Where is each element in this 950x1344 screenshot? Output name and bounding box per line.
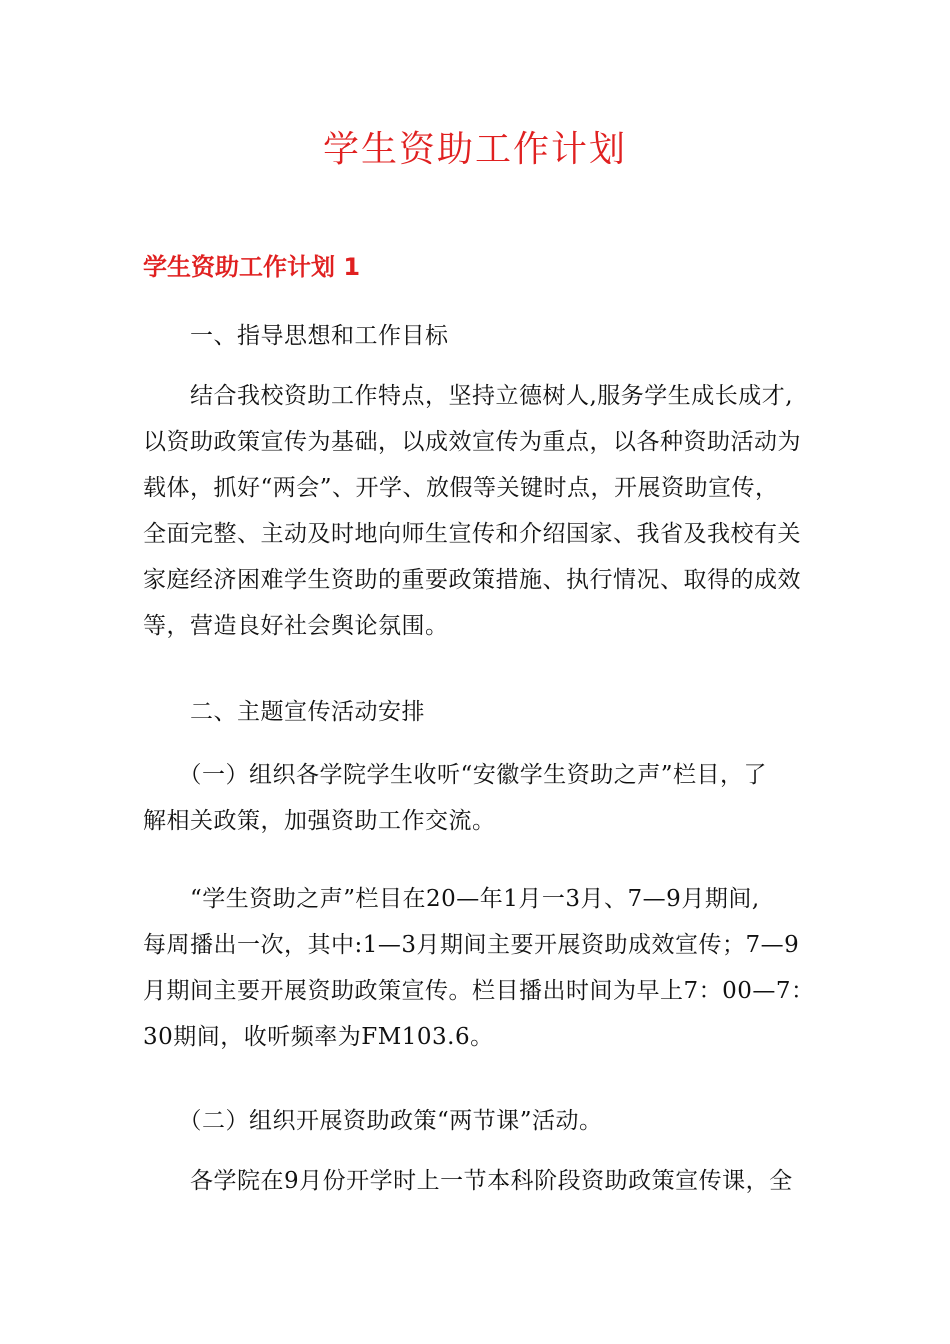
text-line: 等，营造良好社会舆论氛围。 <box>143 613 449 639</box>
text-line: 载体，抓好“两会”、开学、放假等关键时点，开展资助宣传， <box>143 475 779 501</box>
paragraph-goals <box>143 373 813 649</box>
text-line: （二）组织开展资助政策“两节课”活动。 <box>143 1108 603 1134</box>
heading-activity-arrangement <box>143 689 813 735</box>
text-line: 全面完整、主动及时地向师生宣传和介绍国家、我省及我校有关 <box>143 521 801 547</box>
text-line: 解相关政策，加强资助工作交流。 <box>143 808 496 834</box>
text-line: 二、主题宣传活动安排 <box>143 699 425 725</box>
text-line: 结合我校资助工作特点，坚持立德树人,服务学生成长成才, <box>143 383 794 409</box>
heading-guiding-ideology <box>143 313 813 359</box>
text-line: 各学院在9月份开学时上一节本科阶段资助政策宣传课，全 <box>143 1168 793 1194</box>
text-line: 30期间，收听频率为FM103.6。 <box>143 1024 494 1050</box>
paragraph-broadcast-schedule <box>143 876 813 1060</box>
document-title: 学生资助工作计划 <box>322 129 627 170</box>
paragraph-radio-program <box>143 752 813 844</box>
text-line: 家庭经济困难学生资助的重要政策措施、执行情况、取得的成效 <box>143 567 801 593</box>
text-line: 每周播出一次，其中:1—3月期间主要开展资助成效宣传；7—9 <box>143 932 800 958</box>
text-line: 一、指导思想和工作目标 <box>143 323 449 349</box>
paragraph-policy-class <box>143 1158 813 1204</box>
text-line: （一）组织各学院学生收听“安徽学生资助之声”栏目，了 <box>143 762 768 788</box>
text-line: 月期间主要开展资助政策宣传。栏目播出时间为早上7：00—7： <box>143 978 815 1004</box>
text-line: “学生资助之声”栏目在20—年1月一3月、7—9月期间, <box>143 886 760 912</box>
text-line: 以资助政策宣传为基础，以成效宣传为重点，以各种资助活动为 <box>143 429 801 455</box>
heading-two-classes <box>143 1098 813 1144</box>
section-heading: 学生资助工作计划 1 <box>143 253 361 281</box>
